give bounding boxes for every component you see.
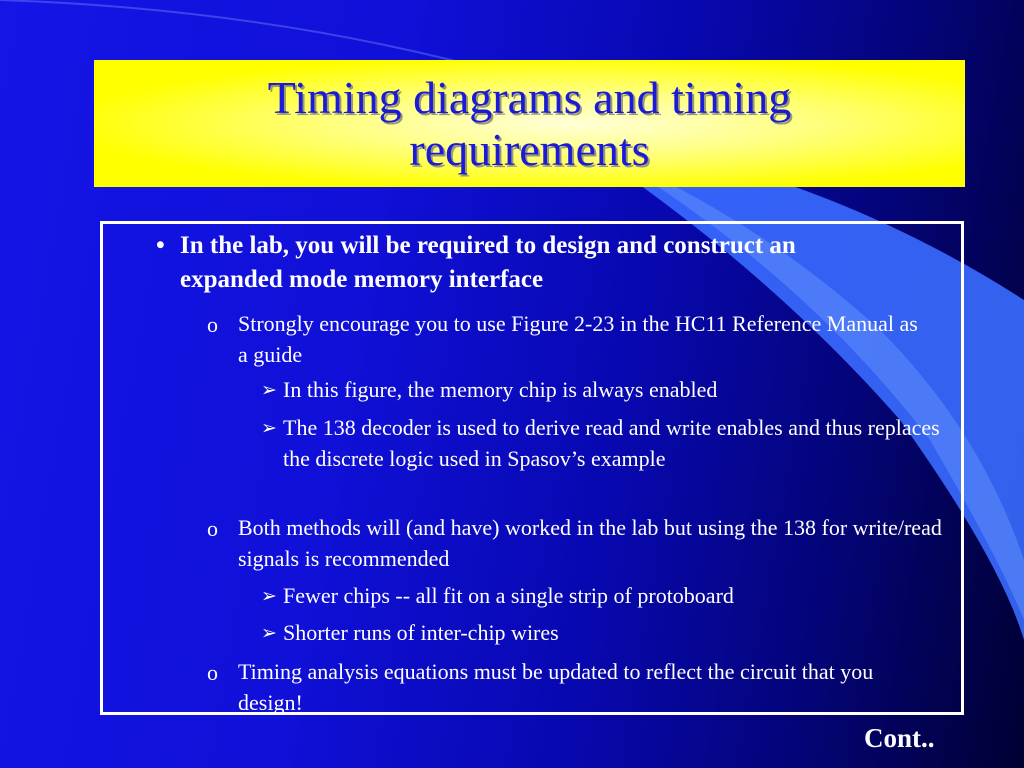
bullet-marker: • <box>156 232 165 259</box>
bullet-level3: The 138 decoder is used to derive read and write enables and thus replaces the discrete logic used in Spasov’s example <box>283 415 940 471</box>
title-box <box>94 60 965 187</box>
sub-bullet-marker: o <box>207 516 218 541</box>
bullet-level2: Both methods will (and have) worked in the lab but using the 138 for write/read signals is recommended <box>238 515 942 571</box>
arrow-bullet-icon: ➢ <box>261 622 277 644</box>
arrow-bullet-icon: ➢ <box>261 379 277 401</box>
sub-bullet-marker: o <box>207 660 218 685</box>
bullet-level2: Strongly encourage you to use Figure 2-23 in the HC11 Reference Manual as a guide <box>238 311 918 367</box>
bullet-level3: Fewer chips -- all fit on a single strip of protoboard <box>283 583 734 608</box>
arrow-bullet-icon: ➢ <box>261 417 277 439</box>
bullet-level3: Shorter runs of inter-chip wires <box>283 620 559 645</box>
content-box <box>100 221 964 715</box>
continued-label: Cont.. <box>864 723 935 753</box>
sub-bullet-marker: o <box>207 312 218 337</box>
bullet-level1: In the lab, you will be required to design and construct an expanded mode memory interface <box>180 232 796 293</box>
bullet-level2: Timing analysis equations must be updated to reflect the circuit that you design! <box>238 659 874 715</box>
slide-title: Timing diagrams and timing requirements <box>267 71 792 175</box>
bullet-level3: In this figure, the memory chip is always enabled <box>283 377 718 402</box>
arrow-bullet-icon: ➢ <box>261 585 277 607</box>
